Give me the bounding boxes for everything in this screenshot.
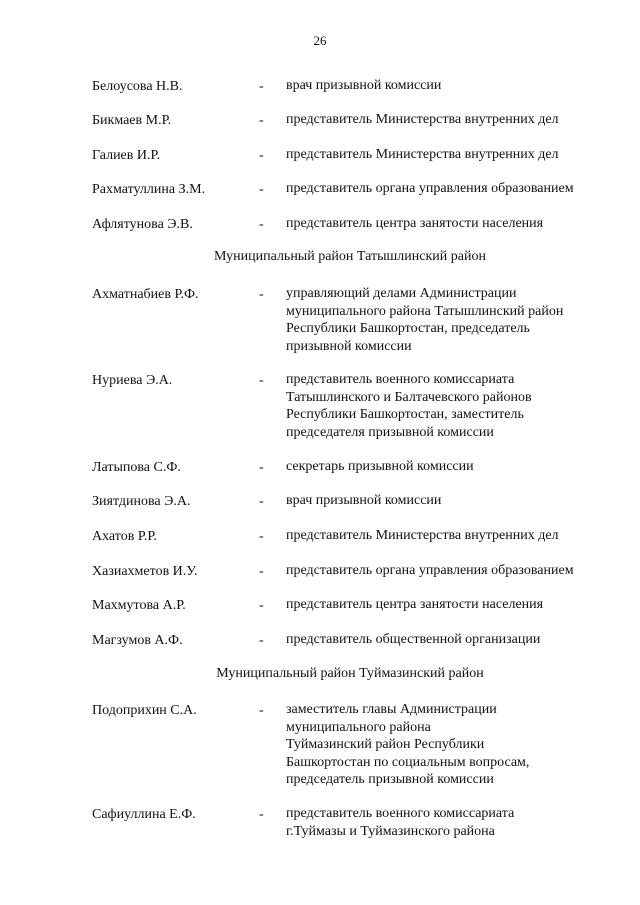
member-role: представитель центра занятости населения <box>286 597 544 612</box>
member-name: Магзумов А.Ф. <box>92 633 183 648</box>
dash-separator: - <box>259 598 264 613</box>
member-role: представитель общественной организации <box>286 632 541 647</box>
dash-separator: - <box>259 564 264 579</box>
dash-separator: - <box>259 182 264 197</box>
member-name: Бикмаев М.Р. <box>92 113 172 128</box>
member-name: Сафиуллина Е.Ф. <box>92 807 196 822</box>
dash-separator: - <box>259 113 264 128</box>
member-role: секретарь призывной комиссии <box>286 459 474 474</box>
dash-separator: - <box>259 703 264 718</box>
dash-separator: - <box>259 287 264 302</box>
member-name: Галиев И.Р. <box>92 148 161 163</box>
page-number: 26 <box>313 33 327 48</box>
dash-separator: - <box>259 529 264 544</box>
member-role: представитель военного комиссариата г.Туймазы и Туймазинского района <box>286 806 515 839</box>
member-role: представитель центра занятости населения <box>286 216 544 231</box>
section-heading: Муниципальный район Татышлинский район <box>214 249 486 264</box>
member-role: врач призывной комиссии <box>286 493 442 508</box>
member-role: представитель Министерства внутренних дел <box>286 147 559 162</box>
dash-separator: - <box>259 807 264 822</box>
member-role: представитель Министерства внутренних дел <box>286 528 559 543</box>
member-name: Белоусова Н.В. <box>92 79 183 94</box>
dash-separator: - <box>259 217 264 232</box>
dash-separator: - <box>259 460 264 475</box>
member-name: Подоприхин С.А. <box>92 703 197 718</box>
member-name: Латыпова С.Ф. <box>92 460 181 475</box>
member-name: Хазиахметов И.У. <box>92 564 198 579</box>
member-role: представитель Министерства внутренних дел <box>286 112 559 127</box>
member-role: управляющий делами Администрации муниципального района Татышлинский район Республики Башкортостан, председатель призывной комиссии <box>286 286 564 354</box>
member-role: представитель военного комиссариата Татышлинского и Балтачевского районов Республики Башкортостан, заместитель председателя призывной комиссии <box>286 372 532 440</box>
member-role: врач призывной комиссии <box>286 78 442 93</box>
member-name: Ахатов Р.Р. <box>92 529 157 544</box>
member-name: Зиятдинова Э.А. <box>92 494 191 509</box>
member-name: Ахматнабиев Р.Ф. <box>92 287 199 302</box>
member-role: представитель органа управления образованием <box>286 181 574 196</box>
dash-separator: - <box>259 494 264 509</box>
member-name: Рахматуллина З.М. <box>92 182 206 197</box>
section-heading: Муниципальный район Туймазинский район <box>216 666 484 681</box>
dash-separator: - <box>259 633 264 648</box>
member-role: заместитель главы Администрации муниципального района Туймазинский район Республики Башкортостан по социальным вопросам, председатель призывной комиссии <box>286 702 530 787</box>
dash-separator: - <box>259 79 264 94</box>
member-name: Махмутова А.Р. <box>92 598 186 613</box>
member-role: представитель органа управления образованием <box>286 563 574 578</box>
dash-separator: - <box>259 373 264 388</box>
member-name: Нуриева Э.А. <box>92 373 173 388</box>
dash-separator: - <box>259 148 264 163</box>
member-name: Афлятунова Э.В. <box>92 217 193 232</box>
